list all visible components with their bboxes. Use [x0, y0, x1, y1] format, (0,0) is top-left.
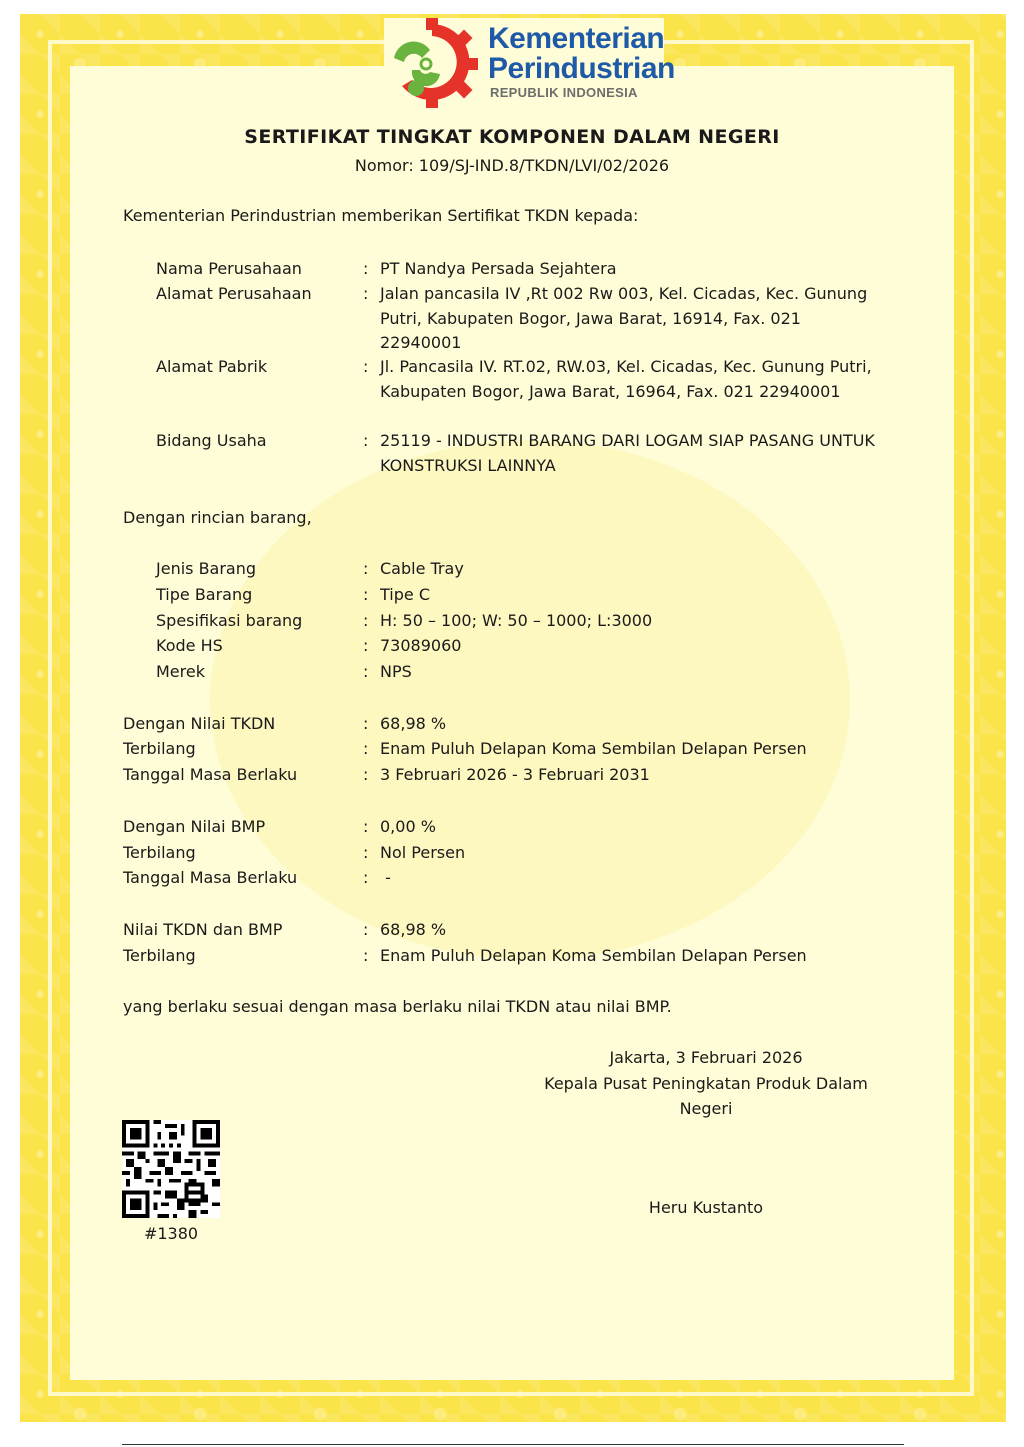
hs-code-label: Kode HS	[156, 636, 223, 655]
intro-text: Kementerian Perindustrian memberikan Sertifikat TKDN kepada:	[123, 206, 639, 225]
signature-position: Kepala Pusat Peningkatan Produk Dalam Negeri	[544, 1074, 868, 1118]
signatory-name: Heru Kustanto	[648, 1198, 764, 1217]
colon: :	[363, 946, 369, 965]
colon: :	[363, 611, 369, 630]
colon: :	[363, 843, 369, 862]
company-address-value: Jalan pancasila IV ,Rt 002 Rw 003, Kel. Cicadas, Kec. Gunung Putri, Kabupaten Bogor, Jawa Barat, 16914, Fax. 021 22940001	[380, 284, 868, 352]
colon: :	[363, 868, 369, 887]
tkdn-value-label: Dengan Nilai TKDN	[123, 714, 276, 733]
colon: :	[363, 585, 369, 604]
bmp-validity-value: -	[380, 868, 391, 887]
item-spec-label: Spesifikasi barang	[156, 611, 303, 630]
bottom-divider	[122, 1444, 904, 1445]
qr-code	[122, 1120, 220, 1218]
signature-place-date: Jakarta, 3 Februari 2026	[609, 1048, 803, 1067]
total-words-value: Enam Puluh Delapan Koma Sembilan Delapan Persen	[380, 946, 807, 965]
bmp-value: 0,00 %	[380, 817, 436, 836]
business-field-label: Bidang Usaha	[156, 431, 267, 450]
hs-code-value: 73089060	[380, 636, 462, 655]
bmp-validity-label: Tanggal Masa Berlaku	[123, 868, 298, 887]
tkdn-value: 68,98 %	[380, 714, 447, 733]
colon: :	[363, 284, 369, 303]
colon: :	[363, 559, 369, 578]
colon: :	[363, 817, 369, 836]
total-words-label: Terbilang	[123, 946, 196, 965]
item-model-label: Tipe Barang	[156, 585, 253, 604]
logo-text-line1: Kementerian	[488, 22, 665, 55]
item-spec-value: H: 50 – 100; W: 50 – 1000; L:3000	[380, 611, 653, 630]
tkdn-validity-value: 3 Februari 2026 - 3 Februari 2031	[380, 765, 650, 784]
colon: :	[363, 636, 369, 655]
gear-logo-icon	[386, 18, 478, 108]
total-value: 68,98 %	[380, 920, 447, 939]
colon: :	[363, 357, 369, 376]
tkdn-validity-label: Tanggal Masa Berlaku	[123, 765, 298, 784]
company-name-value: PT Nandya Persada Sejahtera	[380, 259, 617, 278]
qr-code-number: #1380	[143, 1224, 199, 1243]
brand-label: Merek	[156, 662, 205, 681]
certificate-number: Nomor: 109/SJ-IND.8/TKDN/LVI/02/2026	[354, 156, 670, 175]
company-address-label: Alamat Perusahaan	[156, 284, 312, 303]
closing-text: yang berlaku sesuai dengan masa berlaku nilai TKDN atau nilai BMP.	[123, 997, 672, 1016]
bmp-value-label: Dengan Nilai BMP	[123, 817, 266, 836]
colon: :	[363, 431, 369, 450]
colon: :	[363, 739, 369, 758]
colon: :	[363, 920, 369, 939]
factory-address-value: Jl. Pancasila IV. RT.02, RW.03, Kel. Cicadas, Kec. Gunung Putri, Kabupaten Bogor, Jawa Barat, 16964, Fax. 021 22940001	[380, 357, 872, 401]
business-field-value: 25119 - INDUSTRI BARANG DARI LOGAM SIAP PASANG UNTUK KONSTRUKSI LAINNYA	[380, 431, 875, 475]
colon: :	[363, 765, 369, 784]
item-details-intro: Dengan rincian barang,	[123, 508, 312, 527]
colon: :	[363, 662, 369, 681]
certificate-title: SERTIFIKAT TINGKAT KOMPONEN DALAM NEGERI	[244, 126, 780, 148]
tkdn-words-value: Enam Puluh Delapan Koma Sembilan Delapan Persen	[380, 739, 807, 758]
bmp-words-label: Terbilang	[123, 843, 196, 862]
logo-text-line2: Perindustrian	[488, 52, 675, 85]
total-value-label: Nilai TKDN dan BMP	[123, 920, 283, 939]
item-type-label: Jenis Barang	[156, 559, 257, 578]
company-name-label: Nama Perusahaan	[156, 259, 302, 278]
factory-address-label: Alamat Pabrik	[156, 357, 268, 376]
item-model-value: Tipe C	[380, 585, 430, 604]
logo-subtitle: REPUBLIK INDONESIA	[490, 85, 638, 100]
bmp-words-value: Nol Persen	[380, 843, 466, 862]
colon: :	[363, 259, 369, 278]
item-type-value: Cable Tray	[380, 559, 464, 578]
colon: :	[363, 714, 369, 733]
tkdn-words-label: Terbilang	[123, 739, 196, 758]
brand-value: NPS	[380, 662, 412, 681]
